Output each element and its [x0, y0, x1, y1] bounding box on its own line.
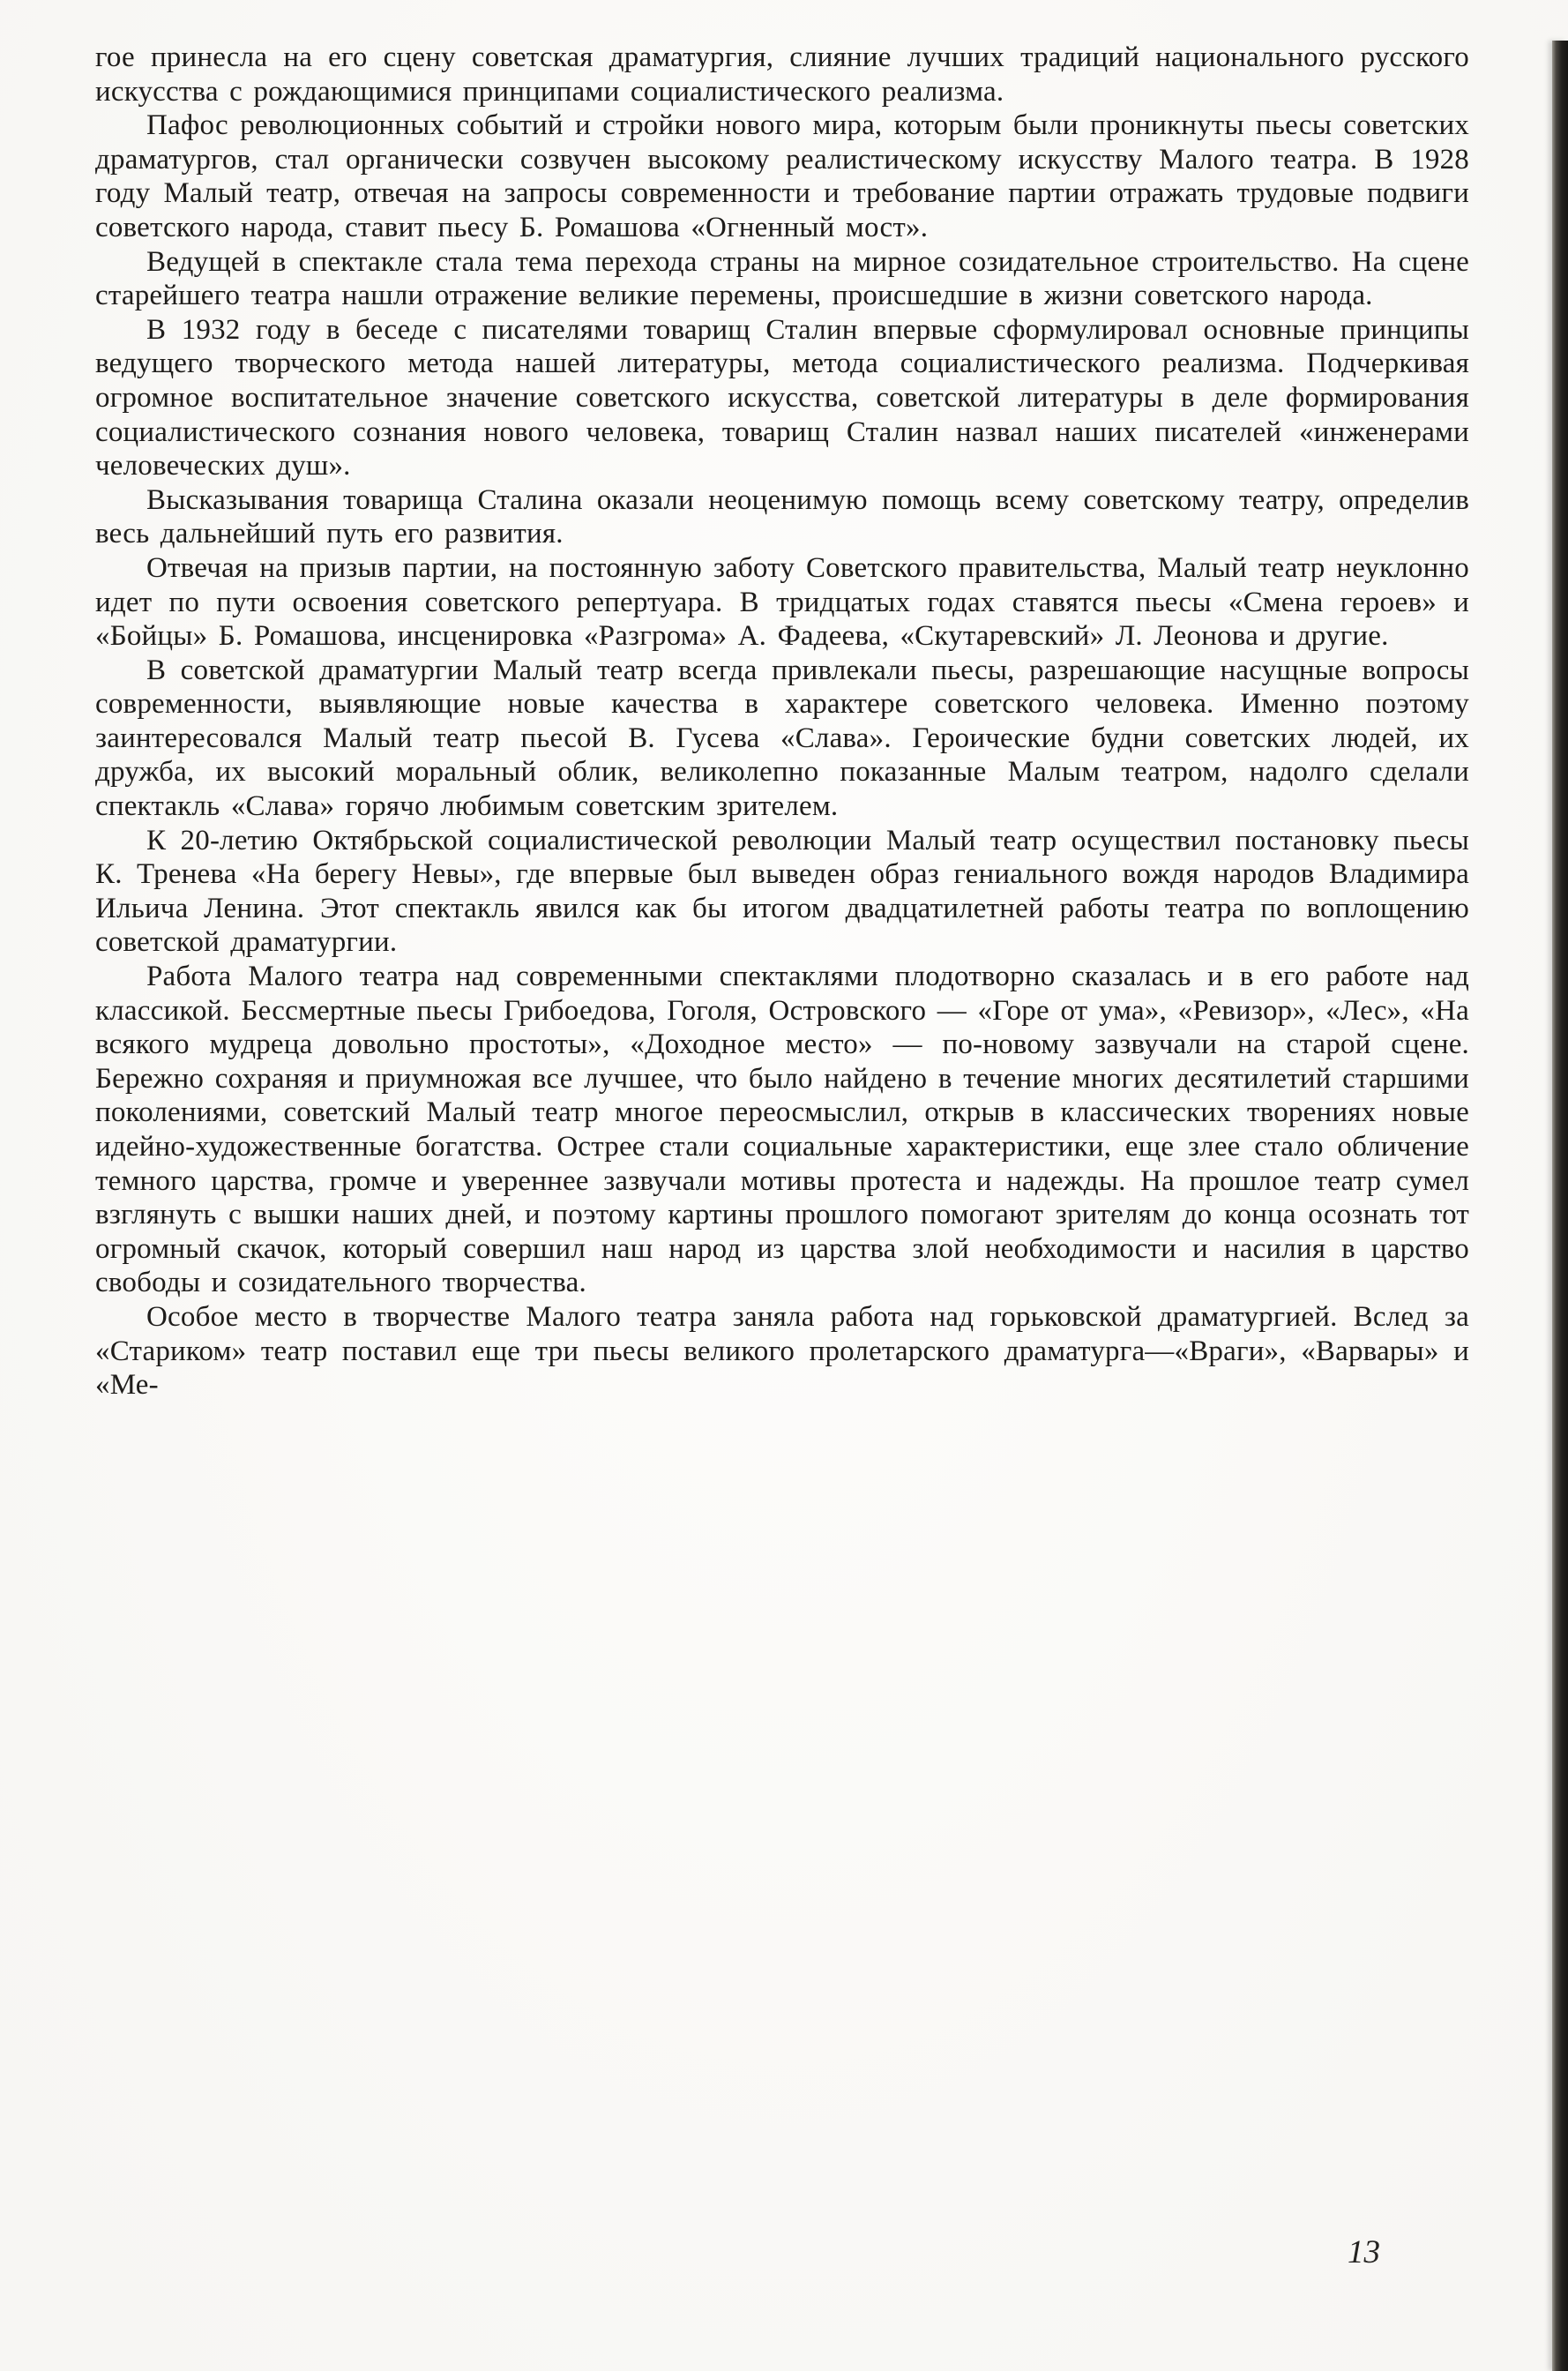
paragraph: Особое место в творчестве Малого театра заняла работа над горьковской драматургией. Вслед за «Стариком» театр поставил еще три пьесы великого пролетарского драматурга—«Враги», «Варвары» и «Ме-: [95, 1300, 1469, 1402]
text-block: [95, 41, 1469, 1402]
page-number: 13: [1348, 2234, 1380, 2270]
scan-edge-shadow: [1552, 41, 1568, 2371]
paragraph: Ведущей в спектакле стала тема перехода страны на мирное созидательное строительство. На сцене старейшего театра нашли отражение великие перемены, происшедшие в жизни советского народа.: [95, 245, 1469, 312]
paragraph: Высказывания товарища Сталина оказали неоценимую помощь всему советскому театру, определив весь дальнейший путь его развития.: [95, 483, 1469, 550]
paragraph: Отвечая на призыв партии, на постоянную заботу Советского правительства, Малый театр неуклонно идет по пути освоения советского репертуара. В тридцатых годах ставятся пьесы «Смена героев» и «Бойцы» Б. Ромашова, инсценировка «Разгрома» А. Фадеева, «Скутаревский» Л. Леонова и другие.: [95, 551, 1469, 653]
paragraph: В советской драматургии Малый театр всегда привлекали пьесы, разрешающие насущные вопросы современности, выявляющие новые качества в характере советского человека. Именно поэтому заинтересовался Малый театр пьесой В. Гусева «Слава». Героические будни советских людей, их дружба, их высокий моральный облик, великолепно показанные Малым театром, надолго сделали спектакль «Слава» горячо любимым советским зрителем.: [95, 654, 1469, 823]
paragraph: гое принесла на его сцену советская драматургия, слияние лучших традиций национального русского искусства с рождающимися принципами социалистического реализма.: [95, 41, 1469, 108]
paragraph: В 1932 году в беседе с писателями товарищ Сталин впервые сформулировал основные принципы ведущего творческого метода нашей литературы, метода социалистического реализма. Подчеркивая огромное воспитательное значение советского искусства, советской литературы в деле формирования социалистического сознания нового человека, товарищ Сталин назвал наших писателей «инженерами человеческих душ».: [95, 313, 1469, 482]
paragraph: Работа Малого театра над современными спектаклями плодотворно сказалась и в его работе над классикой. Бессмертные пьесы Грибоедова, Гоголя, Островского — «Горе от ума», «Ревизор», «Лес», «На всякого мудреца довольно простоты», «Доходное место» — по-новому зазвучали на старой сцене. Бережно сохраняя и приумножая все лучшее, что было найдено в течение многих десятилетий старшими поколениями, советский Малый театр многое переосмыслил, открыв в классических творениях новые идейно-художественные богатства. Острее стали социальные характеристики, еще злее стало обличение темного царства, громче и увереннее зазвучали мотивы протеста и надежды. На прошлое театр сумел взглянуть с вышки наших дней, и поэтому картины прошлого помогают зрителям до конца осознать тот огромный скачок, который совершил наш народ из царства злой необходимости и насилия в царство свободы и созидательного творчества.: [95, 961, 1469, 1299]
paragraph: Пафос революционных событий и стройки нового мира, которым были проникнуты пьесы советских драматургов, стал органически созвучен высокому реалистическому искусству Малого театра. В 1928 году Малый театр, отвечая на запросы современности и требование партии отражать трудовые подвиги советского народа, ставит пьесу Б. Ромашова «Огненный мост».: [95, 109, 1469, 243]
paragraph: К 20-летию Октябрьской социалистической революции Малый театр осуществил постановку пьесы К. Тренева «На берегу Невы», где впервые был выведен образ гениального вождя народов Владимира Ильича Ленина. Этот спектакль явился как бы итогом двадцатилетней работы театра по воплощению советской драматургии.: [95, 824, 1469, 959]
